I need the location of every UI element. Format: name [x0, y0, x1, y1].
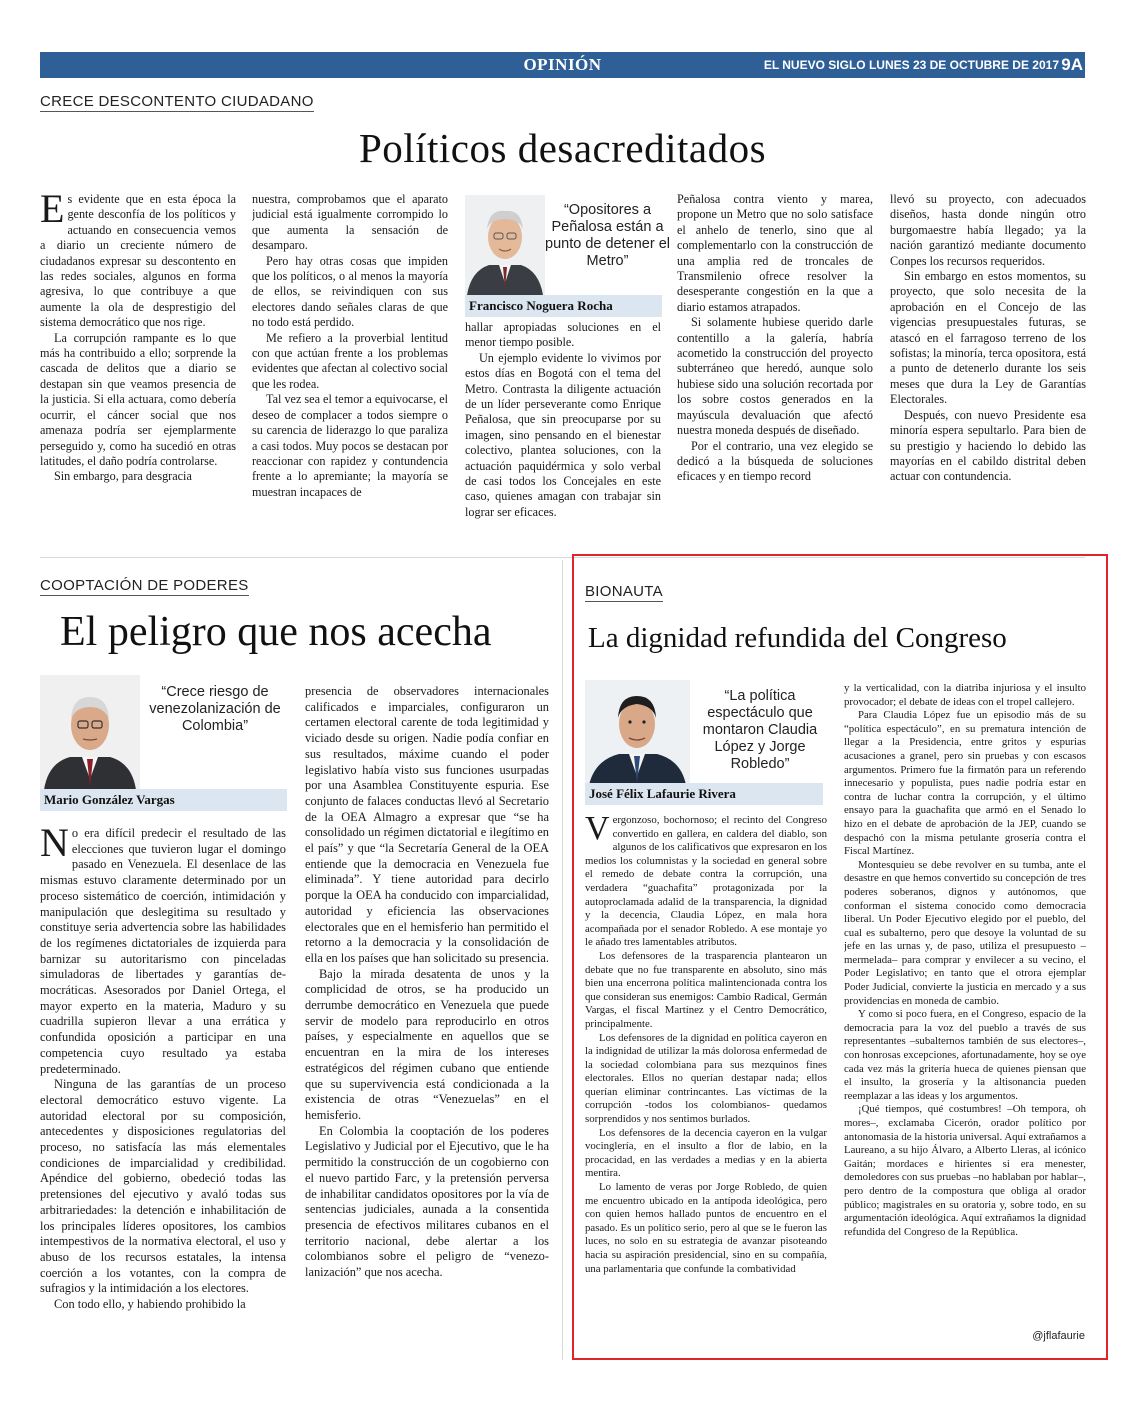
dropcap: N [40, 826, 69, 865]
paragraph: y la verticalidad, con la diatriba injuriosa y el insulto provocador; el debate de ideas con el tropel callejero. [844, 682, 1086, 708]
article1-column-4 [677, 192, 873, 542]
publication-date: EL NUEVO SIGLO LUNES 23 DE OCTUBRE DE 2017 [763, 58, 1059, 72]
author-photo [465, 195, 545, 295]
paragraph: Pero hay otras cosas que impiden que los políticos, o al menos la mayoría de ellos, se reivindiquen con sus electores dando señales claras de que no todo está perdido. [252, 253, 448, 330]
paragraph: Por el contrario, una vez elegido se dedicó a la búsqueda de soluciones eficaces y en tiempo record [677, 438, 873, 484]
article2-column-1 [40, 826, 286, 1346]
paragraph: Si solamente hubiese querido darle contentillo a la galería, habría acometido la construcción del proyecto subterráneo que heredó, aunque solo hubiese sido una solución recortada por los sobre costos generados en la mayúscula devaluación que afectó nuestra moneda después de diseñado. [677, 315, 873, 438]
paragraph: Para Claudia López fue un episodio más de su “política espectáculo”, en su prematura intención de llegar a la Presidencia, entre gritos y espurias acusaciones a granel, pero sin pruebas y con escasos argumentos. Primero fue la firmatón para un referendo innecesario y populista, pues nadie podría estar en contra de luchar contra la corrupción, y el último ensayo para la guachafita que armó en el Senado lo hizo en el debate de aprobación de la JEP, cuando se despachó con la misma petulante grosería contra el Fiscal Martínez. [844, 709, 1086, 858]
paragraph: Con todo ello, y habiendo prohibido la [54, 1297, 246, 1312]
article3-column-2 [844, 682, 1086, 1330]
paragraph: Sin embargo, para desgracia [54, 469, 192, 484]
paragraph: ¡Qué tiempos, qué costumbres! –Oh tempora, oh mores–, exclamaba Cicerón, orador político por antonomasia de la historia universal. Aquí extrañamos a Laureano, a su hijo Álvaro, a Alberto Lleras, al icónico Gaitán; mordaces e hirientes si era menester, demoledores con sus pruebas –no hablaban por hablar–, pero dentro de la compostura que obliga al orador público; magistrales en su oratoria y, sobre todo, en su argumentación ideológica. Aquí extrañamos la dignidad refundida del Congreso de la República. [844, 1103, 1086, 1238]
article1-kicker: CRECE DESCONTENTO CIUDADANO [40, 93, 314, 110]
article1-column-5 [890, 192, 1086, 542]
paragraph: Sin embargo en estos momentos, su proyecto, que solo necesita de la aprobación en el Concejo de las vigencias presupuestales futuras, se atascó en el farragoso terreno de los sofistas; la minoría, terca opositora, está a punto de detenerlo durante los seis meses que dura la Ley de Garantías Electorales. [890, 269, 1086, 407]
article1-column-2 [252, 192, 448, 542]
paragraph: En Colombia la cooptación de los poderes Legislativo y Judicial por el Ejecutivo, que le ha permitido la construcción de un cogobierno con el nuevo partido Farc, y la pretensión perversa de inhabilitar candidatos opositores por la vía de sentencias judiciales, aunada a la consentida presencia de efectivos militares cubanos en el territorio nacional, debe alertar a los colombianos sobre el peligro de “venezolanización” que nos acecha. [305, 1123, 549, 1280]
paragraph: llevó su proyecto, con adecuados diseños, hasta donde ningún otro burgomaestre había llegado; ya la nación garantizó mediante documento Conpes los recursos requeridos. [890, 192, 1086, 268]
section-title: OPINIÓN [523, 55, 602, 74]
paragraph: Los defensores de la decencia cayeron en la vulgar vocinglería, en el insulto a flor de labio, en la procacidad, en las verdades a medias y en la abierta mentira. [585, 1126, 827, 1180]
author-photo [40, 675, 140, 790]
article1-column-3 [465, 320, 661, 542]
pull-quote: “Opositores a Peñalosa están a punto de detener el Metro” [545, 202, 670, 269]
paragraph: Un ejemplo evidente lo vivimos por estos días en Bogotá con el tema del Metro. Contrasta la diligente actuación de un líder perseverante como Enrique Peñalosa, que sin preocuparse por su imagen, sino pensando en el bienestar colectivo, plantea soluciones, con la actuación paquidérmica y solo verbal de casi todos los Concejales en este caso, quienes amagan con trabajar sin lograr ser eficaces. [465, 350, 661, 519]
paragraph: Lo lamento de veras por Jorge Robledo, de quien me encuentro ubicado en la antípoda ideológica, pero con quien hemos hallado puntos de encuentro en el pasado. Es un político serio, pero al que se le fueron las luces, no solo en su estrategia de avanzar pisoteando hacia su aspiración presidencial, sino en su compañía, una parlamentaria que confunde la combatividad [585, 1181, 827, 1275]
author-photo [585, 680, 690, 785]
paragraph: Ninguna de las garantías de un proceso electoral democrático estuvo vigente. La autoridad electoral por su composición, antecedentes y disposiciones regulatorias del proceso, no satisfacía las más elementales condiciones de imparcialidad y credibilidad. Apéndice del gobierno, obedeció todas las pretensiones del ejecutivo y avaló todas sus arbitrariedades: la detención e inhabilitación de los principales líderes opositores, los cambios intempestivos de la normativa electoral, el uso y abuso de los recursos estatales, la intensa coerción a los votantes, con la compra de sufragios y la intimidación a los electores. [40, 1077, 286, 1296]
article1-title: Políticos desacreditados [358, 125, 767, 171]
paragraph: o era difícil predecir el resultado de las elecciones que tuvieron lugar el domingo pasado en Venezuela. El desenlace de las mismas estuvo claramente determinado por un proceso sistemático de coerción, intimidación y manipulación que deslegitima su resultado y constituye seria advertencia sobre las habilidades de los regímenes dictatoriales de izquierda para barnizar su autoritarismo con pinceladas simuladoras de libertades y garantías democráticas. Asesorados por Daniel Ortega, el mayor experto en la materia, Maduro y su cuadrilla supieron llevar a una errática y confundida oposición a participar en una competencia cuyo resultado ya estaba predeterminado. [40, 826, 286, 1076]
paragraph: Peñalosa contra viento y marea, propone un Metro que no solo satisface el anhelo de tenerlo, sino que al complementarlo con la construcción de una amplia red de troncales de Transmilenio ofrece resolver la desesperante congestión en la que a diario estamos atrapados. [677, 192, 873, 314]
column-divider [562, 560, 563, 1360]
paragraph: presencia de observadores internacionales calificados e imparciales, configuraron un certamen electoral carente de toda legitimidad y viciado desde su origen. Nadie podía confiar en sus resultados, máxime cuando el poder legislativo había visto sus funciones usurpadas por una Asamblea Constituyente espuria. Ese conjunto de falaces conductas llevó al Secretario de la OEA Almagro a expresar que “se ha consolidado un régimen dictatorial e ilegítimo en el país” y que “la Secretaría General de la OEA entiende que la democracia en Venezuela fue eliminada”. Y tiene autoridad para decirlo porque la OEA ha conducido con imparcialidad, autoridad y eficiencia las observaciones electorales que en el hemisferio han permitido el retorno a la democracia y la consolidación de ella en los países que han solicitado su presencia. [305, 684, 549, 965]
article2-kicker: COOPTACIÓN DE PODERES [40, 577, 249, 594]
paragraph: nuestra, comprobamos que el aparato judicial está igualmente corrompido lo que aumenta la sensación de desamparo. [252, 192, 448, 253]
paragraph: Después, con nuevo Presidente esa minoría espera sepultarlo. Para bien de su prestigio y haciendo lo debido las mayorías en el cabildo distrital deben actuar con contundencia. [890, 407, 1086, 484]
paragraph: Tal vez sea el temor a equivocarse, el deseo de complacer a todos siempre o su carencia de liderazgo lo que paraliza a casi todos. Muy pocos se destacan por reaccionar con rapidez y contundencia frente a lo apremiante; la mayoría se muestran incapaces de [252, 392, 448, 499]
paragraph: La corrupción rampante es lo que más ha contribuido a ello; sorprende la cascada de delitos que a diario se destapan sin que veamos presencia de la justicia. Si ella actuara, como debería ocurrir, el cáncer social que nos amenaza podría ser ejemplarmente perseguido y, como ha sucedió en otras latitudes, el daño podría controlarse. [40, 330, 236, 468]
article3-title: La dignidad refundida del Congreso [588, 622, 1007, 654]
dropcap: E [40, 192, 65, 231]
author-name: José Félix Lafaurie Rivera [585, 783, 823, 805]
author-name: Francisco Noguera Rocha [465, 295, 662, 317]
article2-title: El peligro que nos acecha [60, 609, 492, 655]
page-number: 9A [1061, 55, 1083, 74]
paragraph: hallar apropiadas soluciones en el menor tiempo posible. [465, 320, 661, 350]
paragraph: Bajo la mirada desatenta de unos y la complicidad de otros, se ha producido un derrumbe democrático en Venezuela que puede servir de modelo para reproducirlo en otros países, y especialmente en aquellos que se encuentran en la mira de los intereses estratégicos del régimen cubano que entiende que su supervivencia está condicionada a la existencia de otras “Venezuelas” en el hemisferio. [305, 966, 549, 1122]
paragraph: Y como si poco fuera, en el Congreso, espacio de la democracia para la voz del pueblo a través de sus representantes –subalternos también de sus electores–, con honrosas excepciones, afortunadamente, hoy se oye cada vez más la gritería hueca de quienes piensan que el insulto, la grosería y la altisonancia pueden reemplazar a las ideas y los argumentos. [844, 1008, 1086, 1102]
pull-quote: “Crece riesgo de venezolanización de Colombia” [149, 684, 281, 734]
paragraph: Los defensores de la dignidad en política cayeron en la indignidad de utilizar la más dolorosa enfermedad de la sociedad colombiana para sus mezquinos fines electorales. Ellos no querían destapar nada; ellos querían eliminar contrincantes. Las víctimas de la corrupción -todos los colombianos- quedamos sorprendidos y nos sentimos burlados. [585, 1031, 827, 1126]
paragraph: s evidente que en esta época la gente desconfía de los políticos y actuando en consecuencia vemos a diario un creciente número de ciudadanos expresar su descontento en las redes sociales, algunos en forma agresiva, lo que contribuye a que aumente la ola de desprestigio del sistema democrático que nos rige. [40, 192, 236, 330]
paragraph: Me refiero a la proverbial lentitud con que actúan frente a los problemas evidentes que afectan al colectivo social que les rodea. [252, 330, 448, 391]
paragraph: Montesquieu se debe revolver en su tumba, ante el desastre en que hemos convertido su concepción de tres poderes soberanos, dignos y autónomos, que conforman el sistema conocido como democracia liberal. Un Poder Ejecutivo elegido por el pueblo, del cual es subalterno, pero que desoye la voluntad de su jefe en las urnas y, de paso, utiliza el presupuesto –mermelada– para comprar y envilecer a su vecino, el Poder Legislativo; en tanto que el otrora ejemplar Poder Judicial, convierte la justicia en mercado y a sus providencias en moneda de cambio. [844, 858, 1086, 1007]
author-name: Mario González Vargas [40, 789, 287, 811]
dropcap: V [585, 814, 610, 847]
article3-column-1 [585, 814, 827, 1346]
pull-quote: “La política espectáculo que montaron Claudia López y Jorge Robledo” [702, 688, 818, 772]
article2-column-2 [305, 684, 549, 1349]
twitter-handle: @jflafaurie [1032, 1330, 1085, 1342]
paragraph: Los defensores de la trasparencia plantearon un debate que no fue transparente en absoluto, sino más bien una encerrona política malintencionada contra los que consideran sus enemigos: Cambio Radical, Germán Vargas, el fiscal Martínez y el Centro Democrático, principalmente. [585, 949, 827, 1030]
article3-kicker: BIONAUTA [585, 583, 663, 600]
paragraph: ergonzoso, bochornoso; el recinto del Congreso convertido en gallera, en caldera del diablo, son algunos de los calificativos que expresaron en los medios los columnistas y la sociedad en general sobre el remedo de debate contra la corrupción, una verdadera “guachafita” protagonizada por la autoproclamada adalid de la transparencia, la dignidad y la decencia, Claudia López, en mala hora acompañada por el senador Robledo. A ese montaje yo le añado tres lamentables atributos. [585, 814, 827, 949]
article1-column-1 [40, 192, 236, 542]
